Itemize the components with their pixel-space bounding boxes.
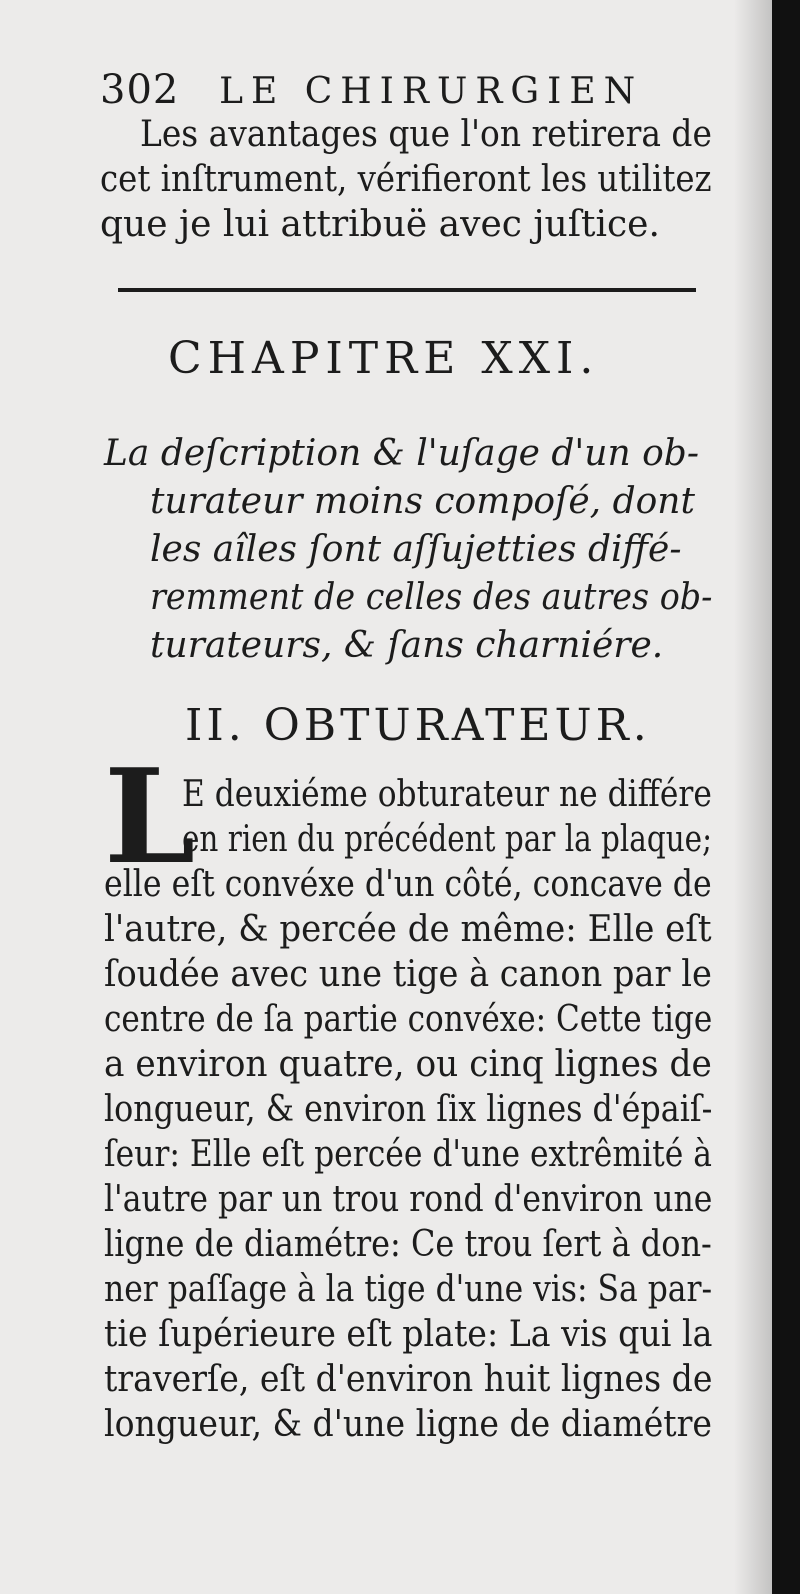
body-line: E deuxiéme obturateur ne différe <box>182 774 712 815</box>
body-line: traverſe, eſt d'environ huit lignes de <box>104 1359 713 1400</box>
body-line: tie ſupérieure eſt plate: La vis qui la <box>104 1314 713 1355</box>
body-line: ner paſſage à la tige d'une vis: Sa par- <box>104 1269 713 1310</box>
body-line: l'autre, & percée de même: Elle eſt <box>104 909 712 950</box>
page-number: 302 <box>100 67 180 113</box>
body-line: longueur, & d'une ligne de diamétre <box>104 1404 713 1445</box>
chapter-description-line: La deſcription & l'uſage d'un ob- <box>104 433 700 474</box>
book-edge <box>772 0 800 1594</box>
body-line: elle eſt convéxe d'un côté, concave de <box>104 864 712 905</box>
body-line: centre de ſa partie convéxe: Cette tige <box>104 999 713 1040</box>
body-line: longueur, & environ ſix lignes d'épaiſ- <box>104 1089 713 1130</box>
running-header <box>100 66 700 116</box>
body-line: l'autre par un trou rond d'environ une <box>104 1179 713 1220</box>
chapter-rule <box>118 288 696 292</box>
body-line: en rien du précédent par la plaque; <box>182 819 712 860</box>
chapter-title: CHAPITRE XXI. <box>168 333 600 384</box>
chapter-description-line: turateur moins compoſé, dont <box>150 481 695 522</box>
body-line: ligne de diamétre: Ce trou ſert à don- <box>104 1224 712 1265</box>
page-shadow <box>734 0 772 1594</box>
chapter-description-line: les aîles ſont aſſujetties diffé- <box>150 529 682 570</box>
section-title: II. OBTURATEUR. <box>185 700 651 751</box>
body-line: ſeur: Elle eſt percée d'une extrêmité à <box>104 1134 712 1175</box>
chapter-description-line: remment de celles des autres ob- <box>150 577 713 618</box>
intro-line: Les avantages que l'on retirera de <box>140 114 712 155</box>
body-line: a environ quatre, ou cinq lignes de <box>104 1044 712 1085</box>
intro-line: que je lui attribuë avec juſtice. <box>100 204 660 245</box>
chapter-description-line: turateurs, & ſans charniére. <box>150 625 664 666</box>
intro-line: cet inſtrument, vérifieront les utilitez <box>100 159 712 200</box>
body-line: ſoudée avec une tige à canon par le <box>104 954 712 995</box>
running-title: LE CHIRURGIEN <box>219 71 644 112</box>
drop-cap: L <box>104 740 196 893</box>
